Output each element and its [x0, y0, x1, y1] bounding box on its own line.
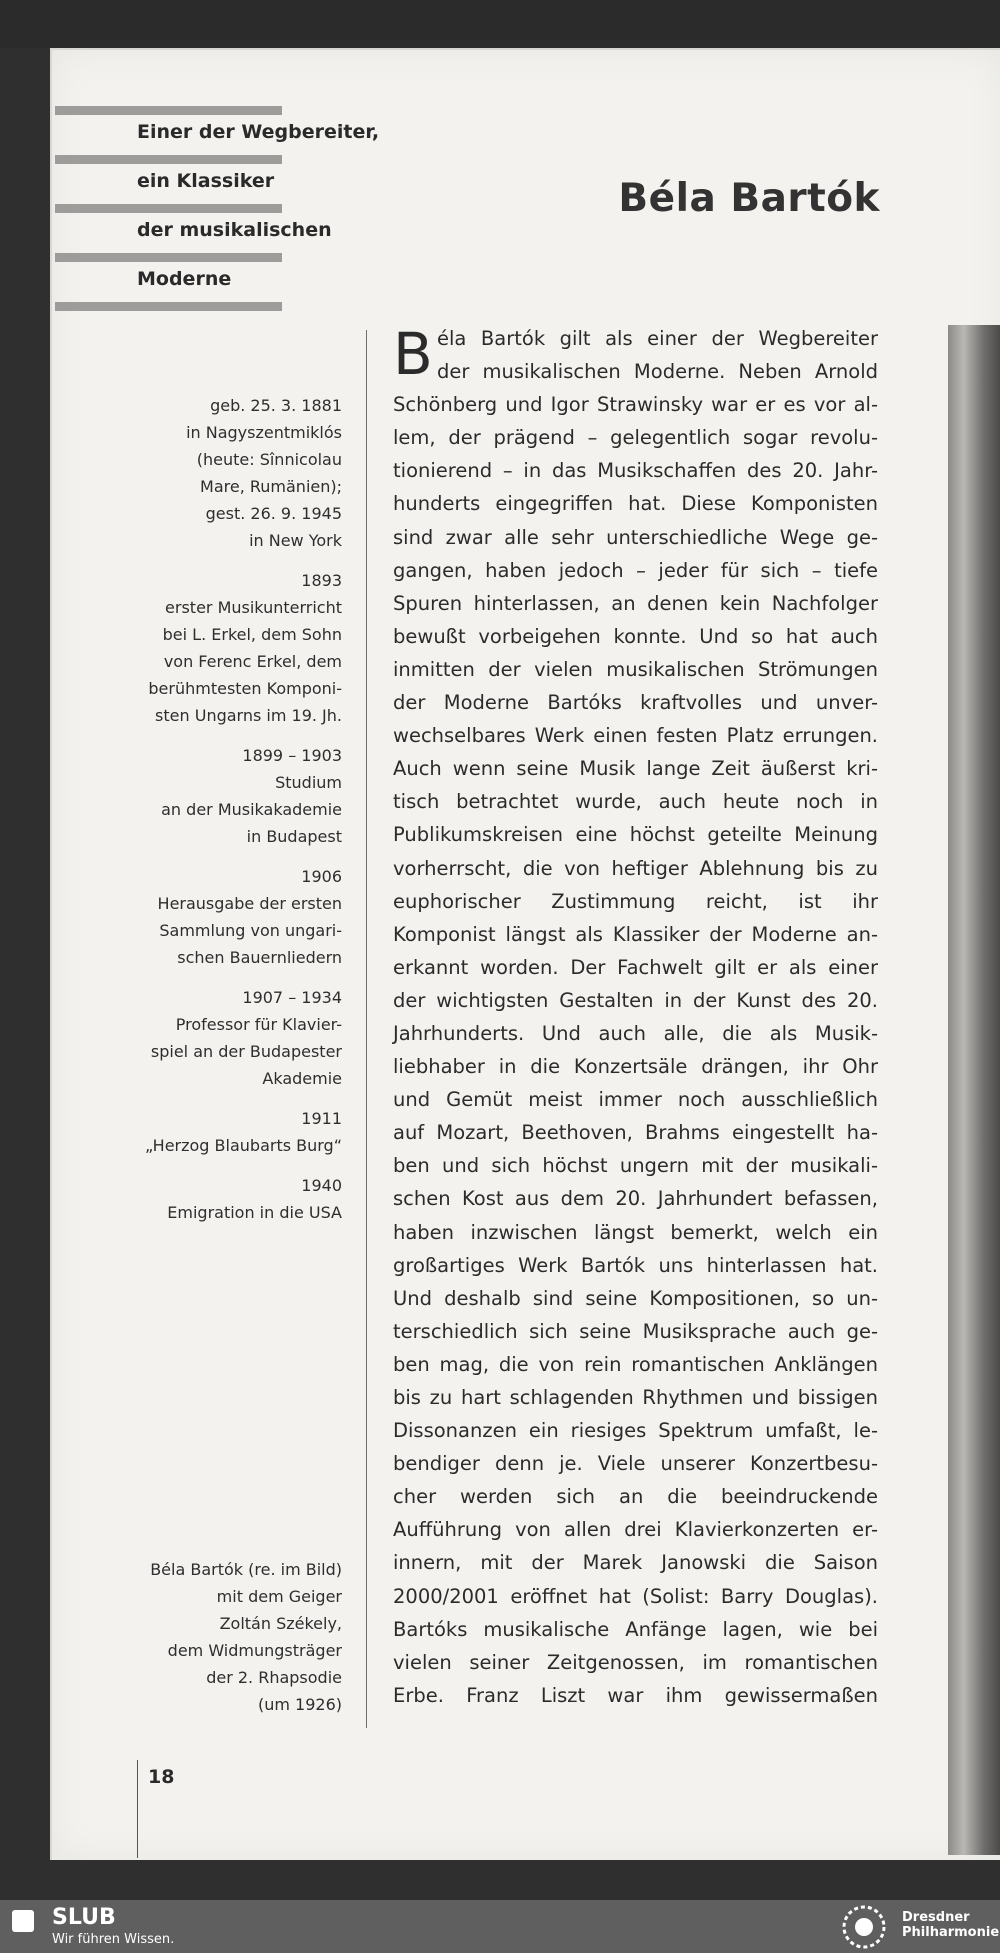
body-line: tionierend – in das Musikschaffen des 20. Jahr- — [393, 459, 878, 483]
body-line: auf Mozart, Beethoven, Brahms eingestellt ha- — [393, 1121, 878, 1145]
timeline-entry: geb. 25. 3. 1881 in Nagyszentmiklós (heute: Sînnicolau Mare, Rumänien); gest. 26. 9. 1945 in New York — [186, 396, 342, 550]
body-line: Und deshalb sind seine Kompositionen, so un- — [393, 1286, 878, 1310]
body-line: lem, der prägend – gelegentlich sogar revolu- — [393, 426, 878, 450]
body-line: wechselbares Werk einen festen Platz errungen. — [393, 724, 878, 748]
body-line: 2000/2001 eröffnet hat (Solist: Barry Douglas). — [393, 1584, 878, 1608]
page-number: 18 — [148, 1766, 175, 1788]
library-name[interactable]: SLUB — [52, 1905, 116, 1930]
body-line: haben inzwischen längst bemerkt, welch ein — [393, 1220, 878, 1244]
body-line: éla Bartók gilt als einer der Wegbereiter — [437, 327, 878, 350]
partner-name[interactable] — [902, 1910, 999, 1940]
stripe — [55, 106, 282, 115]
folio-rule — [137, 1760, 138, 1858]
body-line: Komponist längst als Klassiker der Moderne an- — [393, 922, 878, 946]
motto-line: ein Klassiker — [137, 170, 275, 192]
library-tagline: Wir führen Wissen. — [52, 1932, 175, 1947]
body-line: hunderts eingegriffen hat. Diese Komponisten — [393, 492, 878, 516]
partner-name-line1: Dresdner — [902, 1910, 970, 1925]
body-line: Publikumskreisen eine höchst geteilte Meinung — [393, 823, 878, 847]
body-line: euphorischer Zustimmung reicht, ist ihr — [393, 889, 878, 913]
drop-cap: B — [393, 320, 433, 388]
body-line: erkannt worden. Der Fachwelt gilt er als einer — [393, 955, 878, 979]
motto-line: Moderne — [137, 268, 232, 290]
photo-caption: Béla Bartók (re. im Bild) mit dem Geiger Zoltán Székely, dem Widmungsträger der 2. Rhapsodie (um 1926) — [150, 1560, 342, 1714]
photo-edge — [948, 325, 1000, 1855]
body-line: terschiedlich sich seine Musiksprache auch ge- — [393, 1319, 878, 1343]
timeline-entry: 1911 „Herzog Blaubarts Burg“ — [144, 1109, 342, 1155]
page-title: Béla Bartók — [618, 176, 880, 221]
body-line: liebhaber in die Konzertsäle drängen, ihr Ohr — [393, 1055, 878, 1079]
scan-top-border — [0, 0, 1000, 48]
article-body — [393, 322, 878, 1712]
body-line: großartiges Werk Bartók uns hinterlassen hat. — [393, 1253, 878, 1277]
body-line: Dissonanzen ein riesiges Spektrum umfaßt, le- — [393, 1419, 878, 1443]
philharmonie-logo-icon — [840, 1903, 888, 1951]
body-line: der Moderne Bartóks kraftvolles und unver- — [393, 691, 878, 715]
body-line: vielen seiner Zeitgenossen, im romantischen — [393, 1650, 878, 1674]
body-line: Aufführung von allen drei Klavierkonzerten er- — [393, 1518, 878, 1542]
body-line: und Gemüt meist immer noch ausschließlich — [393, 1088, 878, 1112]
body-line: inmitten der vielen musikalischen Strömungen — [393, 657, 878, 681]
viewer-footer — [0, 1900, 1000, 1953]
body-line: der wichtigsten Gestalten in der Kunst des 20. — [393, 988, 878, 1012]
slub-logo-icon — [12, 1910, 34, 1932]
body-line: ben und sich höchst ungern mit der musikali- — [393, 1154, 878, 1178]
body-line: Spuren hinterlassen, an denen kein Nachfolger — [393, 591, 878, 615]
timeline-entry: 1893 erster Musikunterricht bei L. Erkel, dem Sohn von Ferenc Erkel, dem berühmtesten Komponi- sten Ungarns im 19. Jh. — [148, 571, 342, 725]
motto-line: der musikalischen — [137, 219, 332, 241]
body-line: der musikalischen Moderne. Neben Arnold — [437, 360, 878, 384]
body-line: Bartóks musikalische Anfänge lagen, wie bei — [393, 1617, 878, 1641]
timeline-entry: 1906 Herausgabe der ersten Sammlung von ungari- schen Bauernliedern — [157, 867, 342, 967]
motto-line: Einer der Wegbereiter, — [137, 121, 380, 143]
body-line: innern, mit der Marek Janowski die Saison — [393, 1551, 878, 1575]
body-line: tisch betrachtet wurde, auch heute noch in — [393, 790, 878, 814]
body-line: Schönberg und Igor Strawinsky war er es vor al- — [393, 393, 878, 417]
body-line: sind zwar alle sehr unterschiedliche Wege ge- — [393, 525, 878, 549]
body-line: cher werden sich an die beeindruckende — [393, 1485, 878, 1509]
body-line: ben mag, die von rein romantischen Anklängen — [393, 1352, 878, 1376]
body-line: Erbe. Franz Liszt war ihm gewissermaßen — [393, 1683, 878, 1707]
body-line: Jahrhunderts. Und auch alle, die als Musik- — [393, 1021, 878, 1045]
timeline-entry: 1899 – 1903 Studium an der Musikakademie in Budapest — [161, 746, 342, 846]
body-line: Auch wenn seine Musik lange Zeit äußerst kri- — [393, 757, 878, 781]
body-line: bendiger denn je. Viele unserer Konzertbesu- — [393, 1452, 878, 1476]
motto — [137, 120, 397, 316]
body-line: schen Kost aus dem 20. Jahrhundert befassen, — [393, 1187, 878, 1211]
body-line: vorherrscht, die von heftiger Ablehnung bis zu — [393, 856, 878, 880]
timeline-entry: 1940 Emigration in die USA — [167, 1176, 342, 1222]
partner-name-line2: Philharmonie — [902, 1925, 1000, 1940]
biography-timeline — [120, 392, 342, 1239]
body-line: bewußt vorbeigehen konnte. Und so hat auch — [393, 624, 878, 648]
timeline-entry: 1907 – 1934 Professor für Klavier- spiel an der Budapester Akademie — [150, 988, 342, 1088]
column-divider — [366, 330, 367, 1728]
body-line: gangen, haben jedoch – jeder für sich – tiefe — [393, 558, 878, 582]
body-line: bis zu hart schlagenden Rhythmen und bissigen — [393, 1386, 878, 1409]
